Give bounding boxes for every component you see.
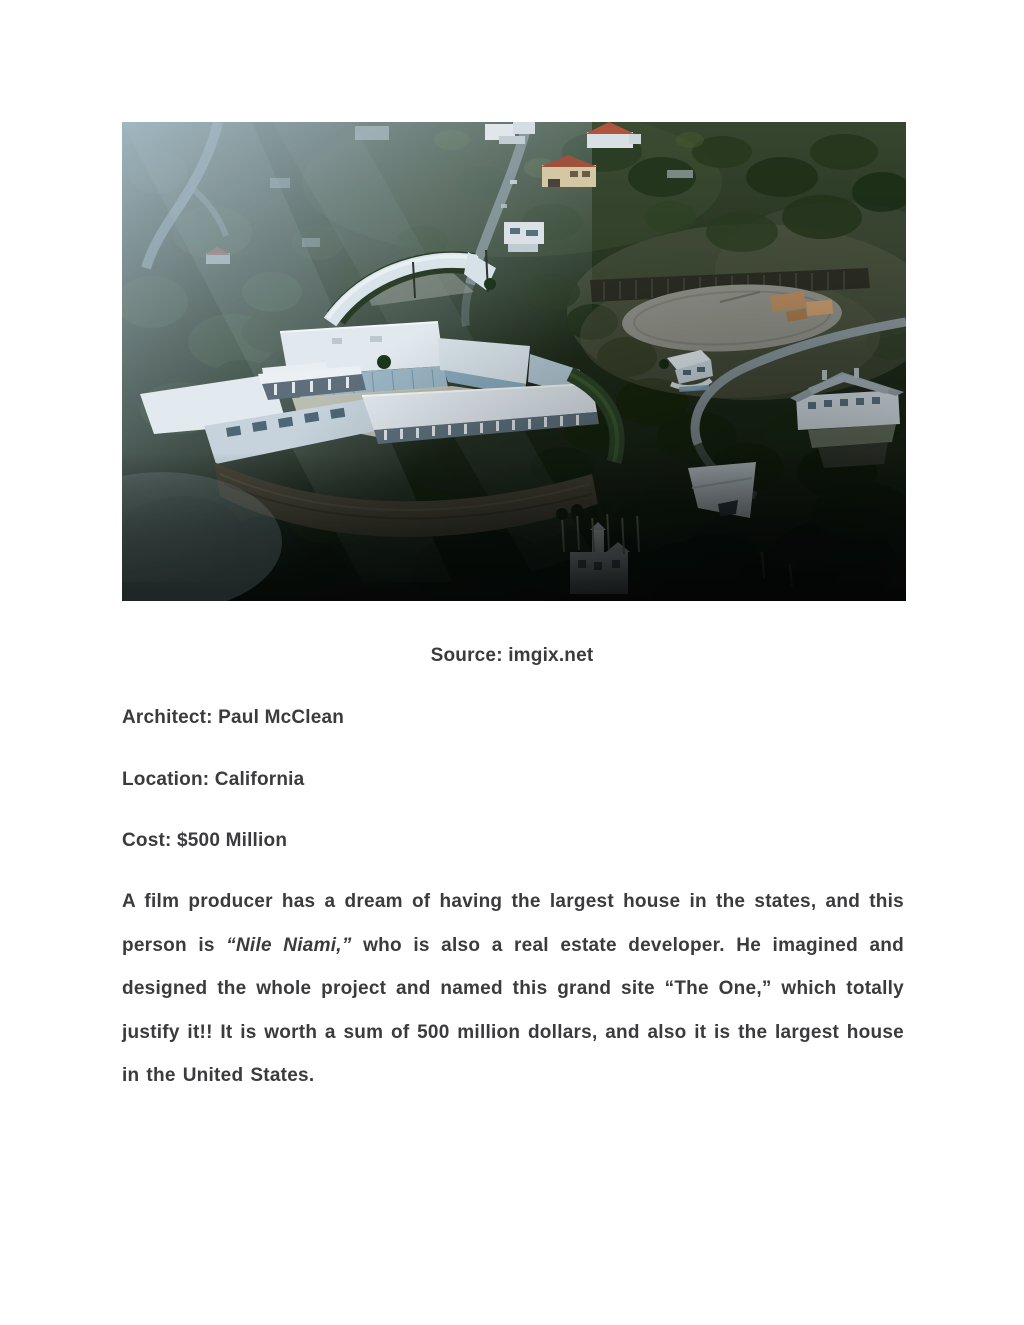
body-paragraph (122, 880, 904, 1098)
paragraph-italic-name: “Nile Niami,” (226, 934, 352, 956)
fact-architect: Architect: Paul McClean (122, 707, 345, 728)
shading-overlays (122, 122, 906, 601)
fact-location: Location: California (122, 769, 305, 790)
photo-source-caption: Source: imgix.net (430, 645, 594, 666)
aerial-photo-the-one-mansion (122, 122, 906, 601)
paragraph-text-end: who is also a real estate developer. He imagined and designed the whole project and named this grand site “The One,” which totally justify it!! It is worth a sum of 500 million dollars, and also it is the largest house in the United States. (122, 934, 904, 1086)
fact-cost: Cost: $500 Million (122, 830, 288, 851)
paragraph-text-start: A film producer has a dream of having the largest house in the states, and this person is (122, 891, 904, 956)
aerial-photo-illustration (122, 122, 906, 601)
